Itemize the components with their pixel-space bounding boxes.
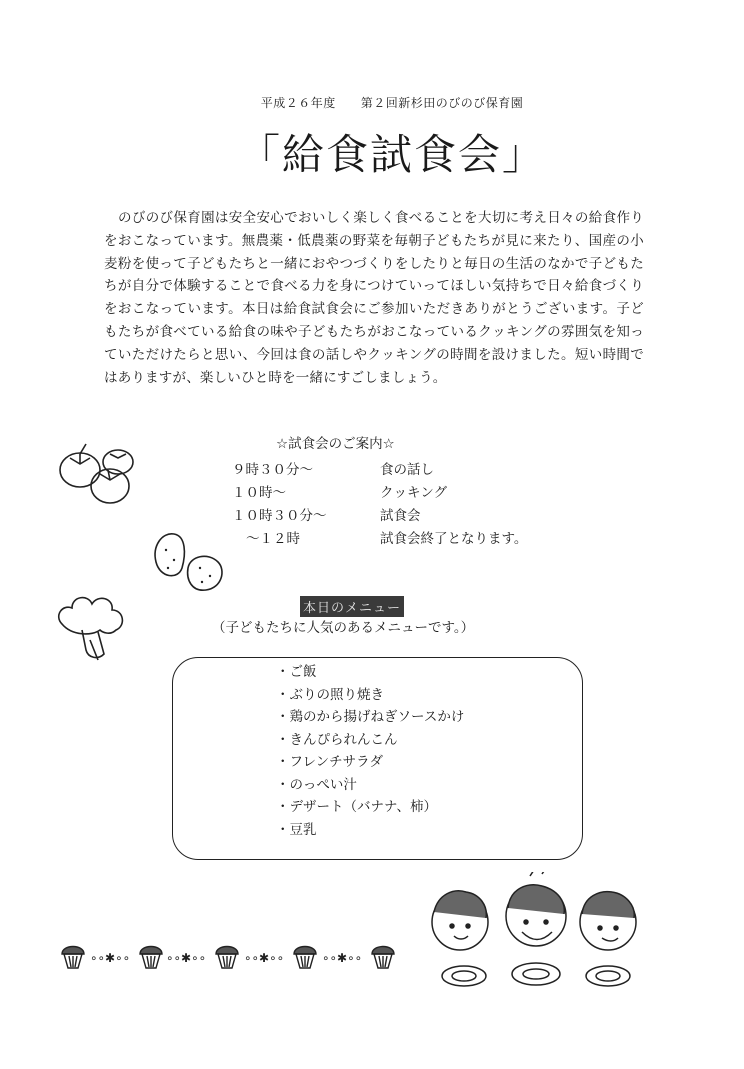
menu-item: ・ご飯: [276, 664, 317, 680]
persimmon-icon: [52, 436, 142, 508]
guide-heading: ☆試食会のご案内☆: [276, 436, 395, 452]
svg-text:∘∘✱∘∘: ∘∘✱∘∘: [166, 951, 207, 965]
menu-list: [276, 661, 464, 841]
menu-heading: 本日のメニュー: [300, 596, 404, 617]
menu-item: ・のっぺい汁: [276, 776, 357, 793]
schedule-row: [232, 504, 562, 527]
svg-text:∘∘✱∘∘: ∘∘✱∘∘: [244, 951, 285, 965]
schedule-time: １０時～: [232, 485, 286, 501]
potato-icon: [148, 528, 230, 598]
svg-text:∘∘✱∘∘: ∘∘✱∘∘: [322, 951, 363, 965]
menu-item: ・ぶりの照り焼き: [276, 686, 384, 703]
schedule-event: クッキング: [380, 485, 448, 501]
schedule-event: 試食会終了となります。: [380, 531, 528, 547]
cupcake-icon: [58, 936, 408, 974]
children-eating-illustration: [424, 872, 640, 1002]
schedule-row: [232, 458, 562, 481]
schedule-time: １０時３０分～: [232, 508, 327, 524]
menu-item: ・豆乳: [276, 821, 317, 838]
schedule-list: [232, 458, 562, 550]
schedule-time: ～１２時: [246, 531, 300, 547]
schedule-row: [232, 527, 562, 550]
schedule-event: 試食会: [380, 508, 421, 524]
event-subtitle: 平成２６年度 第２回新杉田のびのび保育園: [260, 96, 524, 110]
menu-item: ・フレンチサラダ: [276, 754, 383, 770]
schedule-event: 食の話し: [380, 462, 434, 478]
menu-note: （子どもたちに人気のあるメニューです。）: [212, 620, 475, 636]
menu-item: ・デザート（バナナ、柿）: [276, 799, 438, 815]
broccoli-icon: [52, 590, 132, 666]
page-title: 「給食試食会」: [237, 130, 546, 179]
menu-item: ・きんぴられんこん: [276, 731, 398, 748]
schedule-time: ９時３０分～: [232, 462, 313, 478]
svg-text:∘∘✱∘∘: ∘∘✱∘∘: [90, 951, 131, 965]
menu-item: ・鶏のから揚げねぎソースかけ: [276, 709, 465, 725]
schedule-row: [232, 481, 562, 504]
intro-paragraph: のびのび保育園は安全安心でおいしく楽しく食べることを大切に考え日々の給食作りをおこなっています。無農薬・低農薬の野菜を毎朝子どもたちが見に来たり、国産の小麦粉を使って子どもたちと一緒におやつづくりをしたりと毎日の生活のなかで子どもたちが自分で体験することで食べる力を身につけていってほしい気持ちで日々給食づくりをおこなっています。本日は給食試食会にご参加いただきありがとうございます。子どもたちが食べている給食の味や子どもたちがおこなっているクッキングの雰囲気を知っていただけたらと思い、今回は食の話しやクッキングの時間を設けました。短い時間ではありますが、楽しいひと時を一緒にすごしましょう。: [104, 210, 644, 386]
